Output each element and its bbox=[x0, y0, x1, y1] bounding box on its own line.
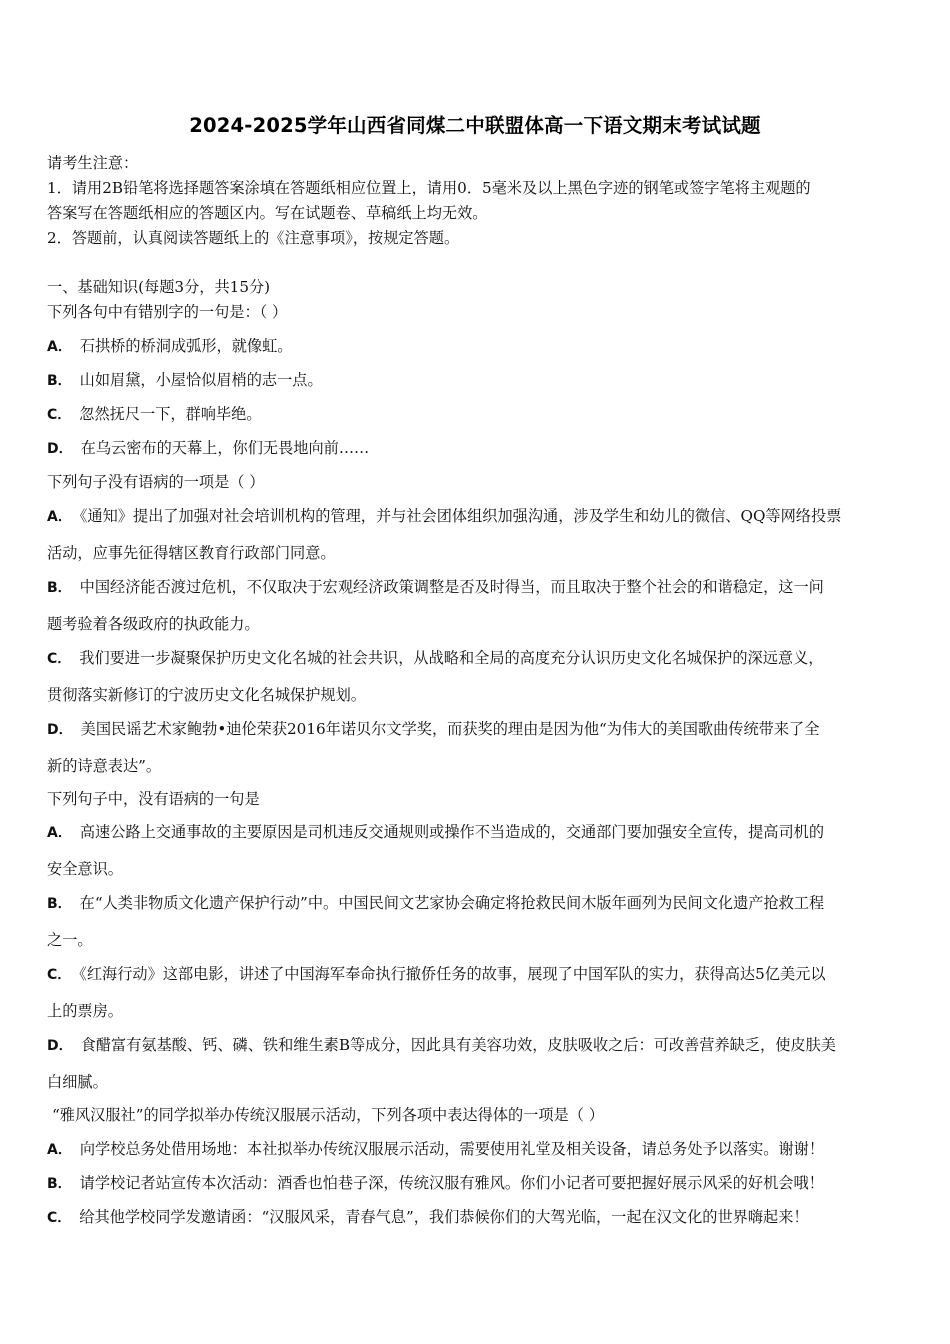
option-letter: B． bbox=[47, 580, 72, 596]
q2-option-c bbox=[47, 647, 823, 668]
option-text: 我们要进一步凝聚保护历史文化名城的社会共识，从战略和全局的高度充分认识历史文化名城保护的深远意义， bbox=[79, 649, 824, 667]
option-letter: A． bbox=[47, 825, 72, 841]
q4-option-c bbox=[47, 1206, 809, 1227]
option-letter: D． bbox=[47, 722, 73, 738]
q2-option-d bbox=[47, 718, 819, 739]
q4-option-a bbox=[47, 1138, 824, 1159]
option-text: 《红海行动》这部电影，讲述了中国海军奉命执行撤侨任务的故事，展现了中国军队的实力，获得高达5亿美元以 bbox=[79, 965, 826, 983]
notice-item-1: 1．请用2B铅笔将选择题答案涂填在答题纸相应位置上，请用0．5毫米及以上黑色字迹的钢笔或签字笔将主观题的 bbox=[47, 179, 811, 197]
q3-stem: 下列句子中，没有语病的一句是 bbox=[47, 790, 260, 808]
q3-option-a bbox=[47, 821, 824, 842]
option-letter: C． bbox=[47, 651, 72, 667]
q1-option-b bbox=[47, 369, 323, 390]
option-text: 在乌云密布的天幕上，你们无畏地向前…… bbox=[80, 439, 370, 457]
q2-option-c-cont: 贯彻落实新修订的宁波历史文化名城保护规划。 bbox=[47, 686, 366, 704]
q1-option-a bbox=[47, 335, 292, 356]
q3-option-c-cont: 上的票房。 bbox=[47, 1002, 123, 1020]
option-letter: C． bbox=[47, 967, 72, 983]
option-text: 向学校总务处借用场地：本社拟举办传统汉服展示活动，需要使用礼堂及相关设备，请总务处予以落实。谢谢！ bbox=[79, 1140, 825, 1158]
q3-option-d bbox=[47, 1034, 836, 1055]
q1-stem: 下列各句中有错别字的一句是：（ ） bbox=[47, 303, 288, 321]
option-text: 美国民谣艺术家鲍勃•迪伦荣获2016年诺贝尔文学奖，而获奖的理由是因为他“为伟大的美国歌曲传统带来了全 bbox=[80, 720, 820, 738]
q2-option-d-cont: 新的诗意表达”。 bbox=[47, 757, 162, 775]
option-letter: D． bbox=[47, 1038, 73, 1054]
option-text: 山如眉黛，小屋恰似眉梢的志一点。 bbox=[79, 371, 323, 389]
section-heading: 一、基础知识(每题3分，共15分) bbox=[47, 278, 271, 296]
option-text: 给其他学校同学发邀请函：“汉服风采，青春气息”，我们恭候你们的大驾光临，一起在汉文化的世界嗨起来！ bbox=[79, 1208, 809, 1226]
option-letter: A． bbox=[47, 509, 72, 525]
option-letter: B． bbox=[47, 1176, 72, 1192]
notice-item-2: 2．答题前，认真阅读答题纸上的《注意事项》，按规定答题。 bbox=[47, 229, 460, 247]
option-letter: B． bbox=[47, 896, 72, 912]
option-letter: A． bbox=[47, 1142, 72, 1158]
notice-item-1-cont: 答案写在答题纸相应的答题区内。写在试题卷、草稿纸上均无效。 bbox=[47, 204, 488, 222]
q4-option-b bbox=[47, 1172, 824, 1193]
option-text: 高速公路上交通事故的主要原因是司机违反交通规则或操作不当造成的，交通部门要加强安全宣传，提高司机的 bbox=[79, 823, 825, 841]
option-text: 忽然抚尺一下，群响毕绝。 bbox=[79, 405, 262, 423]
option-text: 《通知》提出了加强对社会培训机构的管理，并与社会团体组织加强沟通，涉及学生和幼儿的微信、QQ等网络投票 bbox=[79, 507, 842, 525]
notice-heading: 请考生注意： bbox=[47, 154, 139, 172]
q1-option-c bbox=[47, 403, 262, 424]
option-text: 石拱桥的桥洞成弧形，就像虹。 bbox=[79, 337, 293, 355]
q3-option-c bbox=[47, 963, 826, 984]
option-letter: B． bbox=[47, 373, 72, 389]
option-letter: C． bbox=[47, 407, 72, 423]
option-text: 在“人类非物质文化遗产保护行动”中。中国民间文艺家协会确定将抢救民间木版年画列为民间文化遗产抢救工程 bbox=[79, 894, 825, 912]
option-letter: C． bbox=[47, 1210, 72, 1226]
q3-option-a-cont: 安全意识。 bbox=[47, 860, 123, 878]
q3-option-b bbox=[47, 892, 824, 913]
option-text: 食醋富有氨基酸、钙、磷、铁和维生素B等成分，因此具有美容功效，皮肤吸收之后：可改善营养缺乏，使皮肤美 bbox=[80, 1036, 836, 1054]
q4-stem: “雅风汉服社”的同学拟举办传统汉服展示活动，下列各项中表达得体的一项是（ ） bbox=[52, 1106, 604, 1124]
q1-option-d bbox=[47, 437, 369, 458]
option-text: 请学校记者站宣传本次活动：酒香也怕巷子深，传统汉服有雅风。你们小记者可要把握好展示风采的好机会哦！ bbox=[79, 1174, 824, 1192]
option-letter: D． bbox=[47, 441, 73, 457]
q3-option-d-cont: 白细腻。 bbox=[47, 1073, 108, 1091]
q2-option-a bbox=[47, 505, 841, 526]
option-text: 中国经济能否渡过危机，不仅取决于宏观经济政策调整是否及时得当，而且取决于整个社会的和谐稳定，这一问 bbox=[79, 578, 824, 596]
page-title: 2024-2025学年山西省同煤二中联盟体高一下语文期末考试试题 bbox=[189, 114, 761, 137]
q2-option-b bbox=[47, 576, 824, 597]
option-letter: A． bbox=[47, 339, 72, 355]
q2-option-a-cont: 活动，应事先征得辖区教育行政部门同意。 bbox=[47, 544, 336, 562]
q2-option-b-cont: 题考验着各级政府的执政能力。 bbox=[47, 615, 260, 633]
q2-stem: 下列句子没有语病的一项是（ ） bbox=[47, 473, 265, 491]
q3-option-b-cont: 之一。 bbox=[47, 931, 93, 949]
